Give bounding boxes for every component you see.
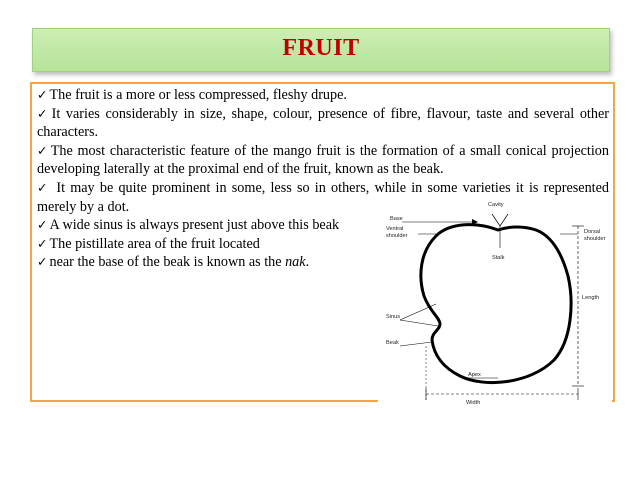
mango-fruit-diagram (378, 196, 612, 410)
nak-term: nak (285, 254, 306, 271)
checkmark-icon: ✓ (37, 142, 49, 158)
slide-title: FRUIT (282, 35, 360, 61)
bullet-item: ✓ The fruit is a more or less compressed, fleshy drupe. (37, 87, 347, 103)
label-apex: Apex (468, 372, 481, 378)
label-base: Base (390, 216, 403, 222)
bullet-item: ✓ near the base of the beak is known as the nak. (37, 254, 310, 271)
bullet-item: ✓ It may be quite prominent in some, less so in others, while in some varieties it is represented merely by a dot. (37, 179, 609, 215)
label-width: Width (466, 400, 481, 406)
label-dorsal-shoulder-1: Dorsal (584, 229, 601, 235)
label-ventral-shoulder-2: shoulder (386, 233, 408, 239)
checkmark-icon: ✓ (37, 87, 48, 102)
label-ventral-shoulder-1: Ventral (386, 226, 404, 232)
bullet-item: ✓ It varies considerably in size, shape, colour, presence of fibre, flavour, taste and several other characters. (37, 105, 609, 141)
checkmark-icon: ✓ (37, 217, 48, 233)
bullet-item: ✓ A wide sinus is always present just above this beak (37, 217, 340, 234)
checkmark-icon: ✓ (37, 254, 48, 270)
checkmark-icon: ✓ (37, 235, 48, 251)
label-cavity: Cavity (488, 202, 504, 208)
checkmark-icon: ✓ (37, 105, 50, 121)
label-stalk: Stalk (492, 255, 505, 261)
checkmark-icon: ✓ (37, 179, 50, 195)
label-sinus: Sinus (386, 314, 400, 320)
bullet-item: ✓ The pistillate area of the fruit located (37, 235, 260, 252)
label-length: Length (582, 295, 600, 301)
label-beak: Beak (386, 340, 399, 346)
bullet-item: ✓ The most characteristic feature of the mango fruit is the formation of a small conical projection developing laterally at the proximal end of the fruit, known as the beak. (37, 142, 609, 178)
title-bar (32, 28, 610, 72)
label-dorsal-shoulder-2: shoulder (584, 236, 606, 242)
